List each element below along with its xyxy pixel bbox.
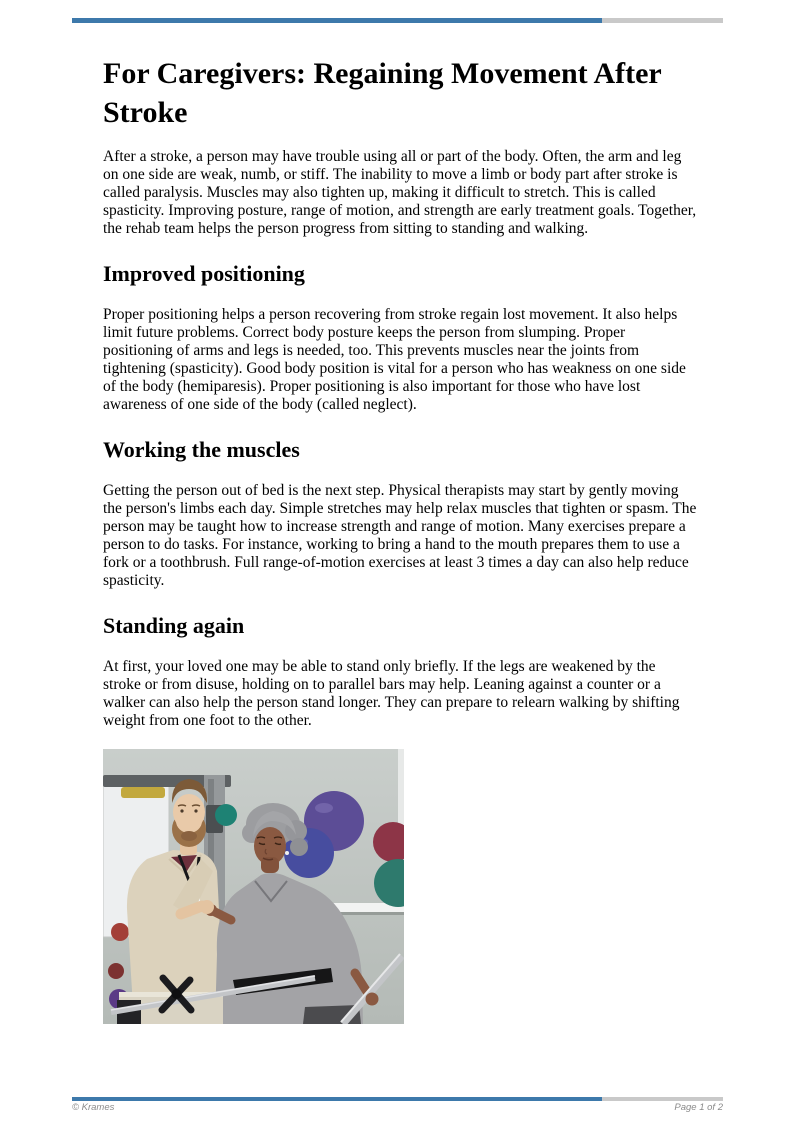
therapy-photo <box>103 749 404 1024</box>
page-title: For Caregivers: Regaining Movement After Stroke <box>103 57 662 129</box>
intro-paragraph: After a stroke, a person may have trouble using all or part of the body. Often, the arm and leg on one side are weak, numb, or stiff. The inability to move a limb or body part after stroke is called paralysis. Muscles may also tighten up, making it difficult to stretch. This is called spasticity. Improving posture, range of motion, and strength are early treatment goals. Together, the rehab team helps the person progress from sitting to standing and walking. <box>103 148 697 237</box>
bottom-accent-bar <box>72 1097 723 1101</box>
section-heading-standing-again: Standing again <box>103 613 245 638</box>
section-working-the-muscles <box>103 436 697 590</box>
therapy-photo-illustration <box>103 749 404 1024</box>
section-heading-working-the-muscles: Working the muscles <box>103 437 300 462</box>
page-indicator: Page 1 of 2 <box>674 1102 723 1113</box>
section-improved-positioning <box>103 260 697 414</box>
section-standing-again <box>103 612 697 730</box>
top-bar-blue-segment <box>72 18 602 23</box>
article-content <box>103 54 697 1024</box>
copyright-text: © Krames <box>72 1102 115 1113</box>
top-accent-bar <box>72 18 723 23</box>
bottom-bar-blue-segment <box>72 1097 602 1101</box>
section-paragraph-improved-positioning: Proper positioning helps a person recovering from stroke regain lost movement. It also helps limit future problems. Correct body posture keeps the person from slumping. Proper positioning of arms and legs is needed, too. This prevents muscles near the joints from tightening (spasticity). Good body position is vital for a person who has weakness on one side of the body (hemiparesis). Proper positioning is also important for those who have lost awareness of one side of the body (called neglect). <box>103 306 686 413</box>
section-heading-improved-positioning: Improved positioning <box>103 261 305 286</box>
page-footer <box>72 1102 723 1114</box>
section-paragraph-standing-again: At first, your loved one may be able to stand only briefly. If the legs are weakened by the stroke or from disuse, holding on to parallel bars may help. Leaning against a counter or a walker can also help the person stand longer. They can prepare to relearn walking by shifting weight from one foot to the other. <box>103 658 680 729</box>
section-paragraph-working-the-muscles: Getting the person out of bed is the next step. Physical therapists may start by gently moving the person's limbs each day. Simple stretches may help relax muscles that tighten or spasm. The person may be taught how to increase strength and range of motion. Many exercises prepare a person to do tasks. For instance, working to bring a hand to the mouth prepares them to use a fork or a toothbrush. Full range-of-motion exercises at least 3 times a day can also help reduce spasticity. <box>103 482 697 589</box>
top-bar-gray-segment <box>602 18 723 23</box>
bottom-bar-gray-segment <box>602 1097 723 1101</box>
